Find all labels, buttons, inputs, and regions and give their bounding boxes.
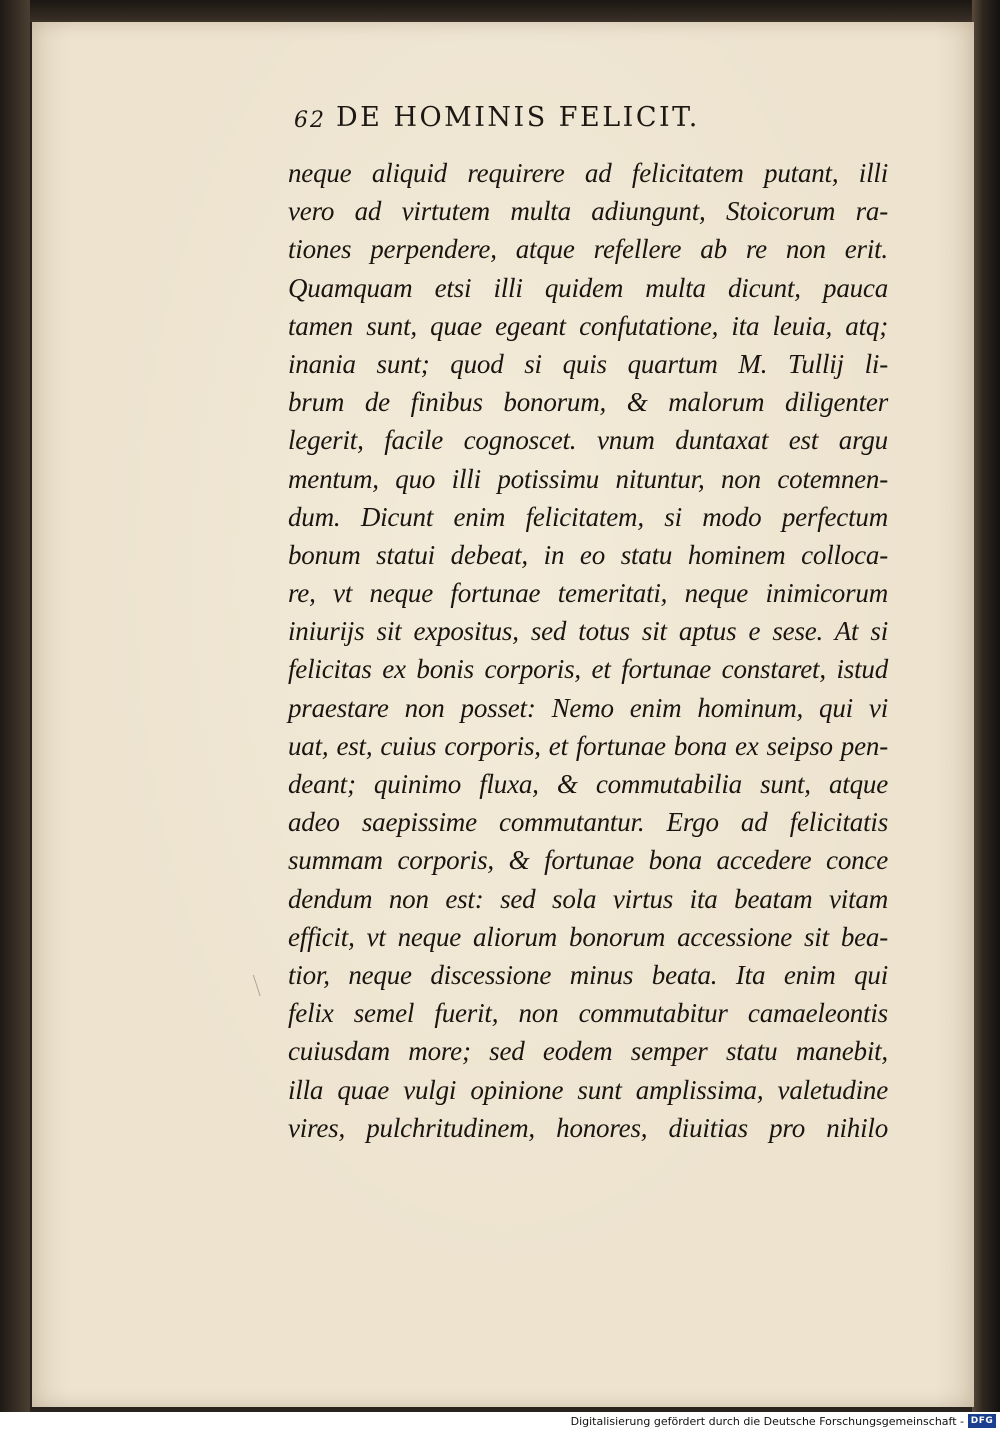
text-line: tior, neque discessione minus beata. Ita enim qui [288,959,888,990]
text-line: efficit, vt neque aliorum bonorum accessione sit bea- [288,921,888,952]
paper-page [32,22,974,1407]
text-line: bonum statui debeat, in eo statu hominem colloca- [288,539,888,570]
page-number: 62 [294,108,326,133]
digitization-footer [0,1412,1000,1432]
text-line: dum. Dicunt enim felicitatem, si modo perfectum [288,501,888,532]
book-edge-left [0,0,30,1412]
dfg-logo: DFG [968,1414,996,1428]
book-edge-top [0,0,1000,22]
funding-credit: Digitalisierung gefördert durch die Deutsche Forschungsgemeinschaft - [570,1415,964,1428]
text-line: cuiusdam more; sed eodem semper statu manebit, [288,1036,888,1067]
text-line: adeo saepissime commutantur. Ergo ad felicitatis [288,807,888,838]
text-line: Quamquam etsi illi quidem multa dicunt, pauca [288,272,888,303]
text-line: praestare non posset: Nemo enim hominum, qui vi [288,692,888,723]
text-line: vires, pulchritudinem, honores, diuitias pro nihilo [288,1112,888,1143]
text-line: felix semel fuerit, non commutabitur camaeleontis [288,998,888,1029]
text-line: iniurijs sit expositus, sed totus sit aptus e sese. At si [288,616,888,647]
text-line: vero ad virtutem multa adiungunt, Stoicorum ra- [288,196,888,227]
text-line: deant; quinimo fluxa, & commutabilia sunt, atque [288,769,888,799]
text-line: inania sunt; quod si quis quartum M. Tullij li- [288,348,888,379]
running-head [294,102,814,142]
text-line: tiones perpendere, atque refellere ab re non erit. [288,234,888,265]
text-line: legerit, facile cognoscet. vnum duntaxat est argu [288,425,888,456]
text-line: summam corporis, & fortunae bona accedere conce [288,845,888,876]
text-line: re, vt neque fortunae temeritati, neque inimicorum [288,578,888,609]
text-line: brum de finibus bonorum, & malorum diligenter [288,387,888,418]
text-line: mentum, quo illi potissimu nituntur, non cotemnen- [288,463,888,494]
text-line: dendum non est: sed sola virtus ita beatam vitam [288,883,888,914]
text-line: illa quae vulgi opinione sunt amplissima, valetudine [288,1074,888,1105]
text-line: uat, est, cuius corporis, et fortunae bona ex seipso pen- [288,730,888,761]
text-line: neque aliquid requirere ad felicitatem putant, illi [288,158,888,188]
body-text [288,154,888,1147]
margin-ink-mark [253,972,270,996]
book-edge-right [972,0,1000,1412]
text-line: tamen sunt, quae egeant confutatione, ita leuia, atq; [288,310,888,341]
text-line: felicitas ex bonis corporis, et fortunae constaret, istud [288,654,888,685]
running-head-title: DE HOMINIS FELICIT. [336,102,700,133]
